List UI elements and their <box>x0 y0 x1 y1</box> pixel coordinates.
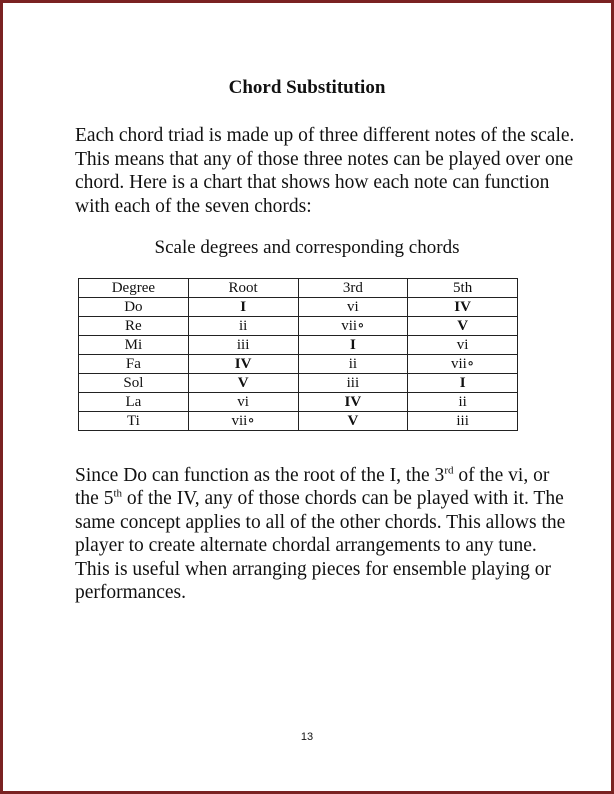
cell-root: iii <box>188 336 298 355</box>
cell-fifth: iii <box>408 412 518 431</box>
table-row <box>79 374 518 393</box>
outro-text-1: Since Do can function as the root of the I, the 3 <box>75 465 445 486</box>
cell-degree: Do <box>79 298 189 317</box>
scale-degree-table <box>78 278 518 431</box>
cell-third: I <box>298 336 408 355</box>
outro-text-3: of the IV, any of those chords can be played with it. The same concept applies to all of the other chords. This allows the player to create alternate chordal arrangements to any tune. This is useful when arranging pieces for ensemble playing or performances. <box>75 488 566 604</box>
outro-text-2: of the vi, or the 5 <box>75 465 550 510</box>
cell-third: vii∘ <box>298 317 408 336</box>
header-third: 3rd <box>298 279 408 298</box>
cell-fifth: I <box>408 374 518 393</box>
cell-fifth: vii∘ <box>408 355 518 374</box>
table-row <box>79 412 518 431</box>
page-number: 13 <box>300 731 314 743</box>
cell-root: I <box>188 298 298 317</box>
cell-fifth: V <box>408 317 518 336</box>
cell-degree: Sol <box>79 374 189 393</box>
cell-fifth: vi <box>408 336 518 355</box>
cell-root: vii∘ <box>188 412 298 431</box>
intro-paragraph: Each chord triad is made up of three different notes of the scale. This means that any of those three notes can be played over one chord. Here is a chart that shows how each note can function with each of the seven chords: <box>75 125 575 218</box>
cell-root: IV <box>188 355 298 374</box>
page-title: Chord Substitution <box>228 77 386 98</box>
cell-degree: Re <box>79 317 189 336</box>
cell-degree: Fa <box>79 355 189 374</box>
cell-fifth: IV <box>408 298 518 317</box>
table-row <box>79 317 518 336</box>
cell-third: V <box>298 412 408 431</box>
cell-degree: Ti <box>79 412 189 431</box>
outro-paragraph <box>75 464 575 604</box>
ordinal-suffix: rd <box>444 464 454 477</box>
header-degree: Degree <box>79 279 189 298</box>
table-header-row <box>79 279 518 298</box>
cell-third: ii <box>298 355 408 374</box>
table-row <box>79 336 518 355</box>
cell-degree: Mi <box>79 336 189 355</box>
cell-root: vi <box>188 393 298 412</box>
cell-third: IV <box>298 393 408 412</box>
ordinal-suffix: th <box>113 487 123 500</box>
header-fifth: 5th <box>408 279 518 298</box>
header-root: Root <box>188 279 298 298</box>
cell-third: iii <box>298 374 408 393</box>
table-row <box>79 298 518 317</box>
cell-root: V <box>188 374 298 393</box>
table-row <box>79 393 518 412</box>
table-row <box>79 355 518 374</box>
table-caption: Scale degrees and corresponding chords <box>154 237 460 258</box>
cell-root: ii <box>188 317 298 336</box>
cell-degree: La <box>79 393 189 412</box>
cell-third: vi <box>298 298 408 317</box>
cell-fifth: ii <box>408 393 518 412</box>
